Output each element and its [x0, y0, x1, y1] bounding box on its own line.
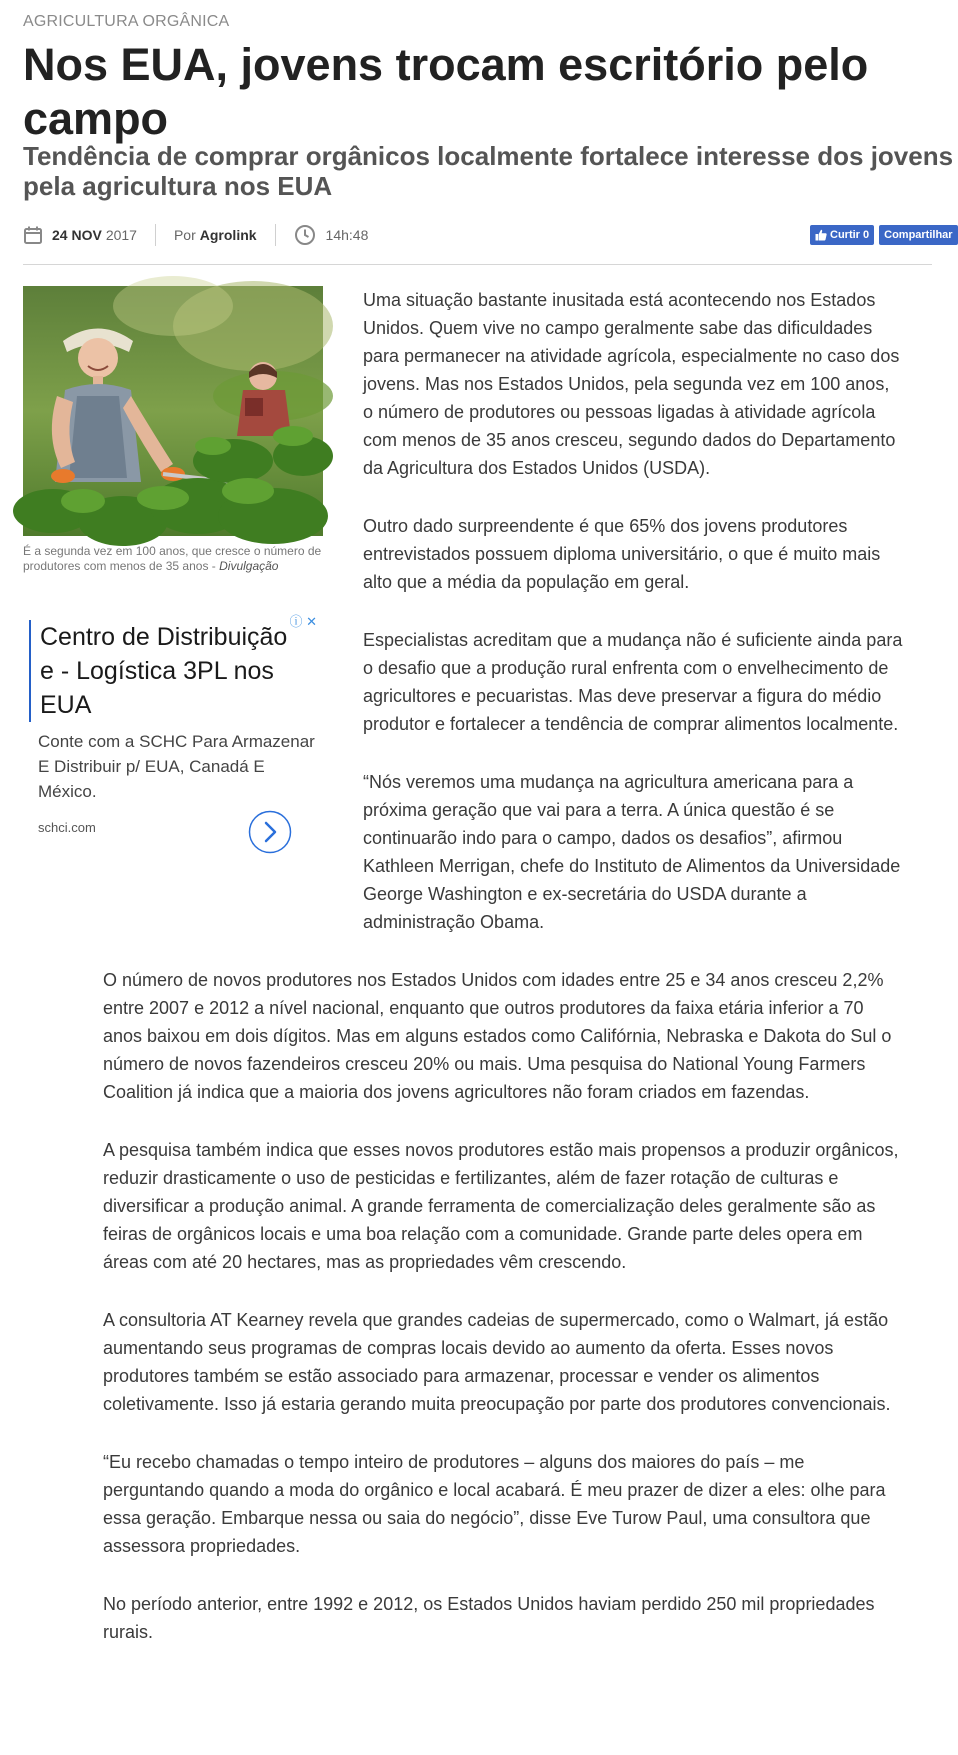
left-column-spacer	[103, 286, 363, 941]
caption-credit: Divulgação	[219, 559, 279, 573]
header-divider	[23, 264, 932, 265]
ad-choices-icon[interactable]: ⓘ ✕	[289, 614, 317, 629]
meta-separator	[275, 224, 276, 246]
like-label: Curtir 0	[830, 229, 870, 241]
publish-time: 14h:48	[325, 227, 369, 243]
facebook-like-button[interactable]	[810, 225, 874, 245]
share-label: Compartilhar	[884, 229, 953, 241]
paragraph-9: No período anterior, entre 1992 e 2012, os Estados Unidos haviam perdido 250 mil propriedades rurais.	[103, 1594, 875, 1642]
author-name[interactable]: Agrolink	[199, 227, 257, 243]
paragraph-4: “Nós veremos uma mudança na agricultura americana para a próxima geração que vai para a terra. A única questão é se continuarão indo para o campo, dados os desafios”, afirmou Kathleen Merrigan, chefe do Instituto de Alimentos da Universidade George Washington e ex-secretária do USDA durante a administração Obama.	[363, 772, 901, 932]
date-day-month: 24 NOV	[52, 227, 102, 243]
paragraph-7: A consultoria AT Kearney revela que grandes cadeias de supermercado, como o Walmart, já estão aumentando seus programas de compras locais devido ao aumento da oferta. Esses novos produtores também se estão associado para armazenar, processar e vender os alimentos coletivamente. Isso já estaria gerando muita preocupação por parte dos produtores convencionais.	[103, 1310, 891, 1414]
clock-icon	[294, 224, 316, 246]
meta-separator	[155, 224, 156, 246]
section-kicker[interactable]: AGRICULTURA ORGÂNICA	[23, 13, 230, 30]
caption-text: É a segunda vez em 100 anos, que cresce o número de produtores com menos de 35 anos -	[23, 544, 322, 573]
author-prefix: Por	[173, 227, 196, 243]
ad-title[interactable]: Centro de Distribuição e - Logística 3PL nos EUA	[29, 620, 300, 722]
article-body	[103, 286, 903, 1676]
paragraph-5: O número de novos produtores nos Estados Unidos com idades entre 25 e 34 anos cresceu 2,2% entre 2007 e 2012 a nível nacional, enquanto que outros produtores da faixa etária inferior a 70 anos baixou em dois dígitos. Mas em alguns estados como Califórnia, Nebraska e Dakota do Sul o número de novos fazendeiros cresceu 20% ou mais. Uma pesquisa do National Young Farmers Coalition já indica que a maioria dos jovens agricultores não foram criados em fazendas.	[103, 970, 892, 1102]
paragraph-3: Especialistas acreditam que a mudança não é suficiente ainda para o desafio que a produção rural enfrenta com o envelhecimento de agricultores e pecuaristas. Mas deve preservar a figura do médio produtor e fortalecer a tendência de comprar alimentos localmente.	[363, 630, 903, 734]
paragraph-1: Uma situação bastante inusitada está acontecendo nos Estados Unidos. Quem vive no campo geralmente sabe das dificuldades para permanecer na atividade agrícola, especialmente no caso dos jovens. Mas nos Estados Unidos, pela segunda vez em 100 anos, o número de produtores ou pessoas ligadas à atividade agrícola com menos de 35 anos cresceu, segundo dados do Departamento da Agricultura dos Estados Unidos (USDA).	[363, 290, 900, 478]
subtitle-line-2: pela agricultura nos EUA	[23, 171, 333, 201]
paragraph-2: Outro dado surpreendente é que 65% dos jovens produtores entrevistados possuem diploma universitário, o que é muito mais alto que a média da população em geral.	[363, 516, 881, 592]
ad-url[interactable]: schci.com	[38, 820, 96, 835]
date-year: 2017	[105, 227, 137, 243]
facebook-share-button[interactable]	[879, 225, 957, 245]
paragraph-6: A pesquisa também indica que esses novos produtores estão mais propensos a produzir orgânicos, reduzir drasticamente o uso de pesticidas e fertilizantes, além de fazer rotação de culturas e diversificar a produção animal. A grande ferramenta de comercialização deles geralmente são as feiras de orgânicos locais e uma boa relação com a comunidade. Grande parte deles opera em áreas com até 20 hectares, mas as propriedades vêm crescendo.	[103, 1140, 899, 1272]
paragraph-8: “Eu recebo chamadas o tempo inteiro de produtores – alguns dos maiores do país – me perguntando quando a moda do orgânico e local acabará. É meu prazer de dizer a eles: olhe para essa geração. Embarque nessa ou saia do negócio”, disse Eve Turow Paul, uma consultora que assessora propriedades.	[103, 1452, 886, 1556]
subtitle-line-1: Tendência de comprar orgânicos localmente fortalece interesse dos jovens	[23, 141, 954, 171]
author-block	[174, 227, 257, 243]
ad-description[interactable]: Conte com a SCHC Para Armazenar E Distribuir p/ EUA, Canadá E México.	[38, 732, 315, 801]
article-meta	[23, 222, 368, 248]
share-buttons	[810, 225, 958, 245]
calendar-icon	[23, 225, 43, 245]
date-block	[23, 225, 137, 245]
article-title: Nos EUA, jovens trocam escritório pelo campo	[23, 39, 869, 144]
time-block	[294, 224, 369, 246]
thumbs-up-icon	[815, 229, 827, 241]
article-subtitle	[23, 141, 954, 201]
